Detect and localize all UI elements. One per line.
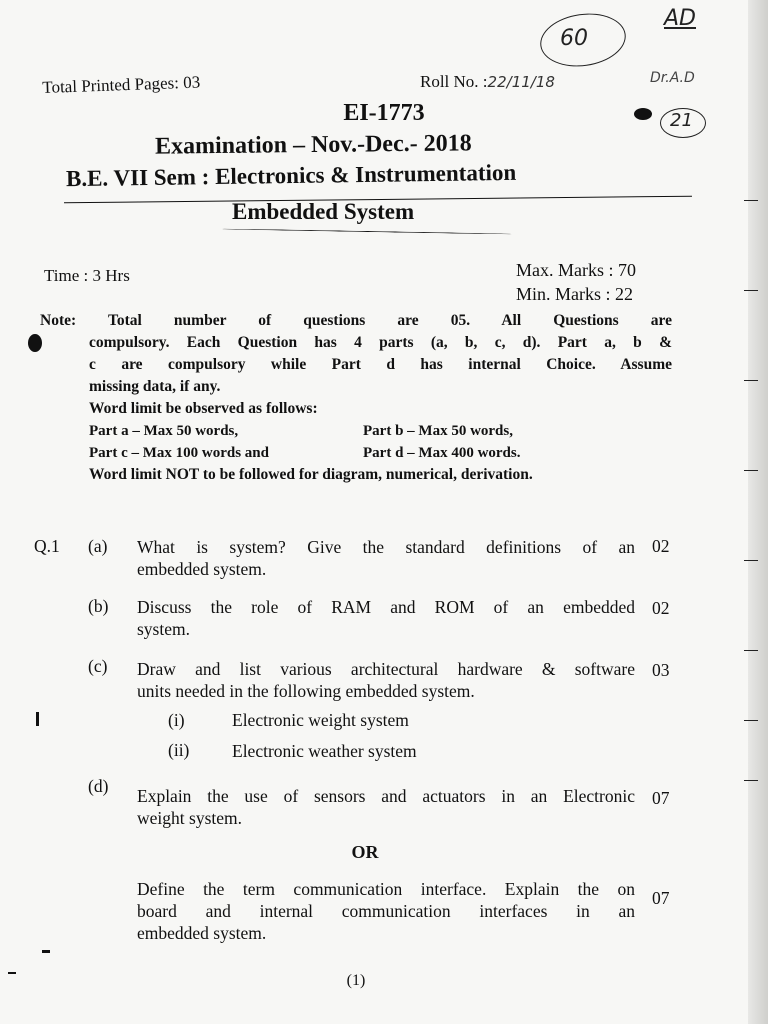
margin-tick <box>8 972 16 974</box>
margin-tick <box>42 950 50 953</box>
binding-mark <box>744 290 758 291</box>
part-c-marks: 03 <box>652 660 670 680</box>
question-number: Q.1 <box>34 536 60 556</box>
subject-title: Embedded System <box>232 199 415 224</box>
word-limit-table <box>89 420 672 464</box>
part-b-text: Discuss the role of RAM and ROM of an embedded system. <box>137 597 635 639</box>
part-d-text: Explain the use of sensors and actuators in an Electronic weight system. <box>137 786 635 828</box>
binding-mark <box>744 380 758 381</box>
handwritten-note: Dr.A.D <box>650 70 695 86</box>
part-c-item-1-label: (i) <box>168 710 185 730</box>
word-limit-part-a: Part a – Max 50 words, <box>89 423 239 439</box>
handwritten-score: 60 <box>560 26 588 51</box>
instructions-note <box>40 310 672 486</box>
handwritten-circled-number: 21 <box>670 110 693 131</box>
part-a-text: What is system? Give the standard definitions of an embedded system. <box>137 537 635 579</box>
part-b-marks: 02 <box>652 598 670 618</box>
word-limit-exception: Word limit NOT to be followed for diagram, numerical, derivation. <box>89 466 533 483</box>
word-limit-title: Word limit be observed as follows: <box>89 400 318 417</box>
binding-mark <box>744 470 758 471</box>
handwritten-initials: AD <box>664 6 696 31</box>
exam-time: Time : 3 Hrs <box>44 266 130 285</box>
page-edge-shadow <box>748 0 768 1024</box>
part-c-label: (c) <box>88 656 108 676</box>
part-a-label: (a) <box>88 536 108 556</box>
roll-label: Roll No. : <box>420 72 488 91</box>
note-line-2: compulsory. Each Question has 4 parts (a, b, c, d). Part a, b & <box>89 334 672 351</box>
page-number: (1) <box>346 972 366 989</box>
part-d-label: (d) <box>88 776 109 796</box>
word-limit-part-b: Part b – Max 50 words, <box>363 423 513 439</box>
part-a-marks: 02 <box>652 536 670 556</box>
roll-value: 22/11/18 <box>487 73 555 91</box>
note-line-1: Note: Total number of questions are 05. All Questions are <box>40 312 672 329</box>
note-line-3: c are compulsory while Part d has internal Choice. Assume <box>89 356 672 373</box>
part-c-item-2-label: (ii) <box>168 740 190 760</box>
binding-mark <box>744 780 758 781</box>
word-limit-part-d: Part d – Max 400 words. <box>363 445 521 461</box>
roll-number <box>420 72 555 92</box>
exam-code: EI-1773 <box>343 100 425 126</box>
part-b-label: (b) <box>88 596 109 616</box>
binding-mark <box>744 560 758 561</box>
binding-mark <box>744 650 758 651</box>
binding-mark <box>744 720 758 721</box>
part-d-marks: 07 <box>652 788 670 808</box>
marks-block <box>516 258 636 306</box>
part-c-item-2-text: Electronic weather system <box>232 741 417 761</box>
part-d-alt-text: Define the term communication interface. Explain the on board and internal communication interfaces in an embedded system. <box>137 879 635 943</box>
subject-underline <box>222 228 512 234</box>
course-title: B.E. VII Sem : Electronics & Instrumentation <box>65 159 517 192</box>
part-d-alt-marks: 07 <box>652 888 670 908</box>
binding-mark <box>744 200 758 201</box>
min-marks: Min. Marks : 22 <box>516 284 633 304</box>
max-marks: Max. Marks : 70 <box>516 260 636 280</box>
margin-tick <box>36 712 39 726</box>
note-line-4: missing data, if any. <box>89 378 221 395</box>
exam-session: Examination – Nov.-Dec.- 2018 <box>154 130 472 160</box>
word-limit-part-c: Part c – Max 100 words and <box>89 445 269 461</box>
part-c-text: Draw and list various architectural hardware & software units needed in the following embedded system. <box>137 659 635 701</box>
or-separator: OR <box>351 842 379 862</box>
part-c-item-1-text: Electronic weight system <box>232 710 409 730</box>
total-printed-pages: Total Printed Pages: 03 <box>42 72 201 97</box>
